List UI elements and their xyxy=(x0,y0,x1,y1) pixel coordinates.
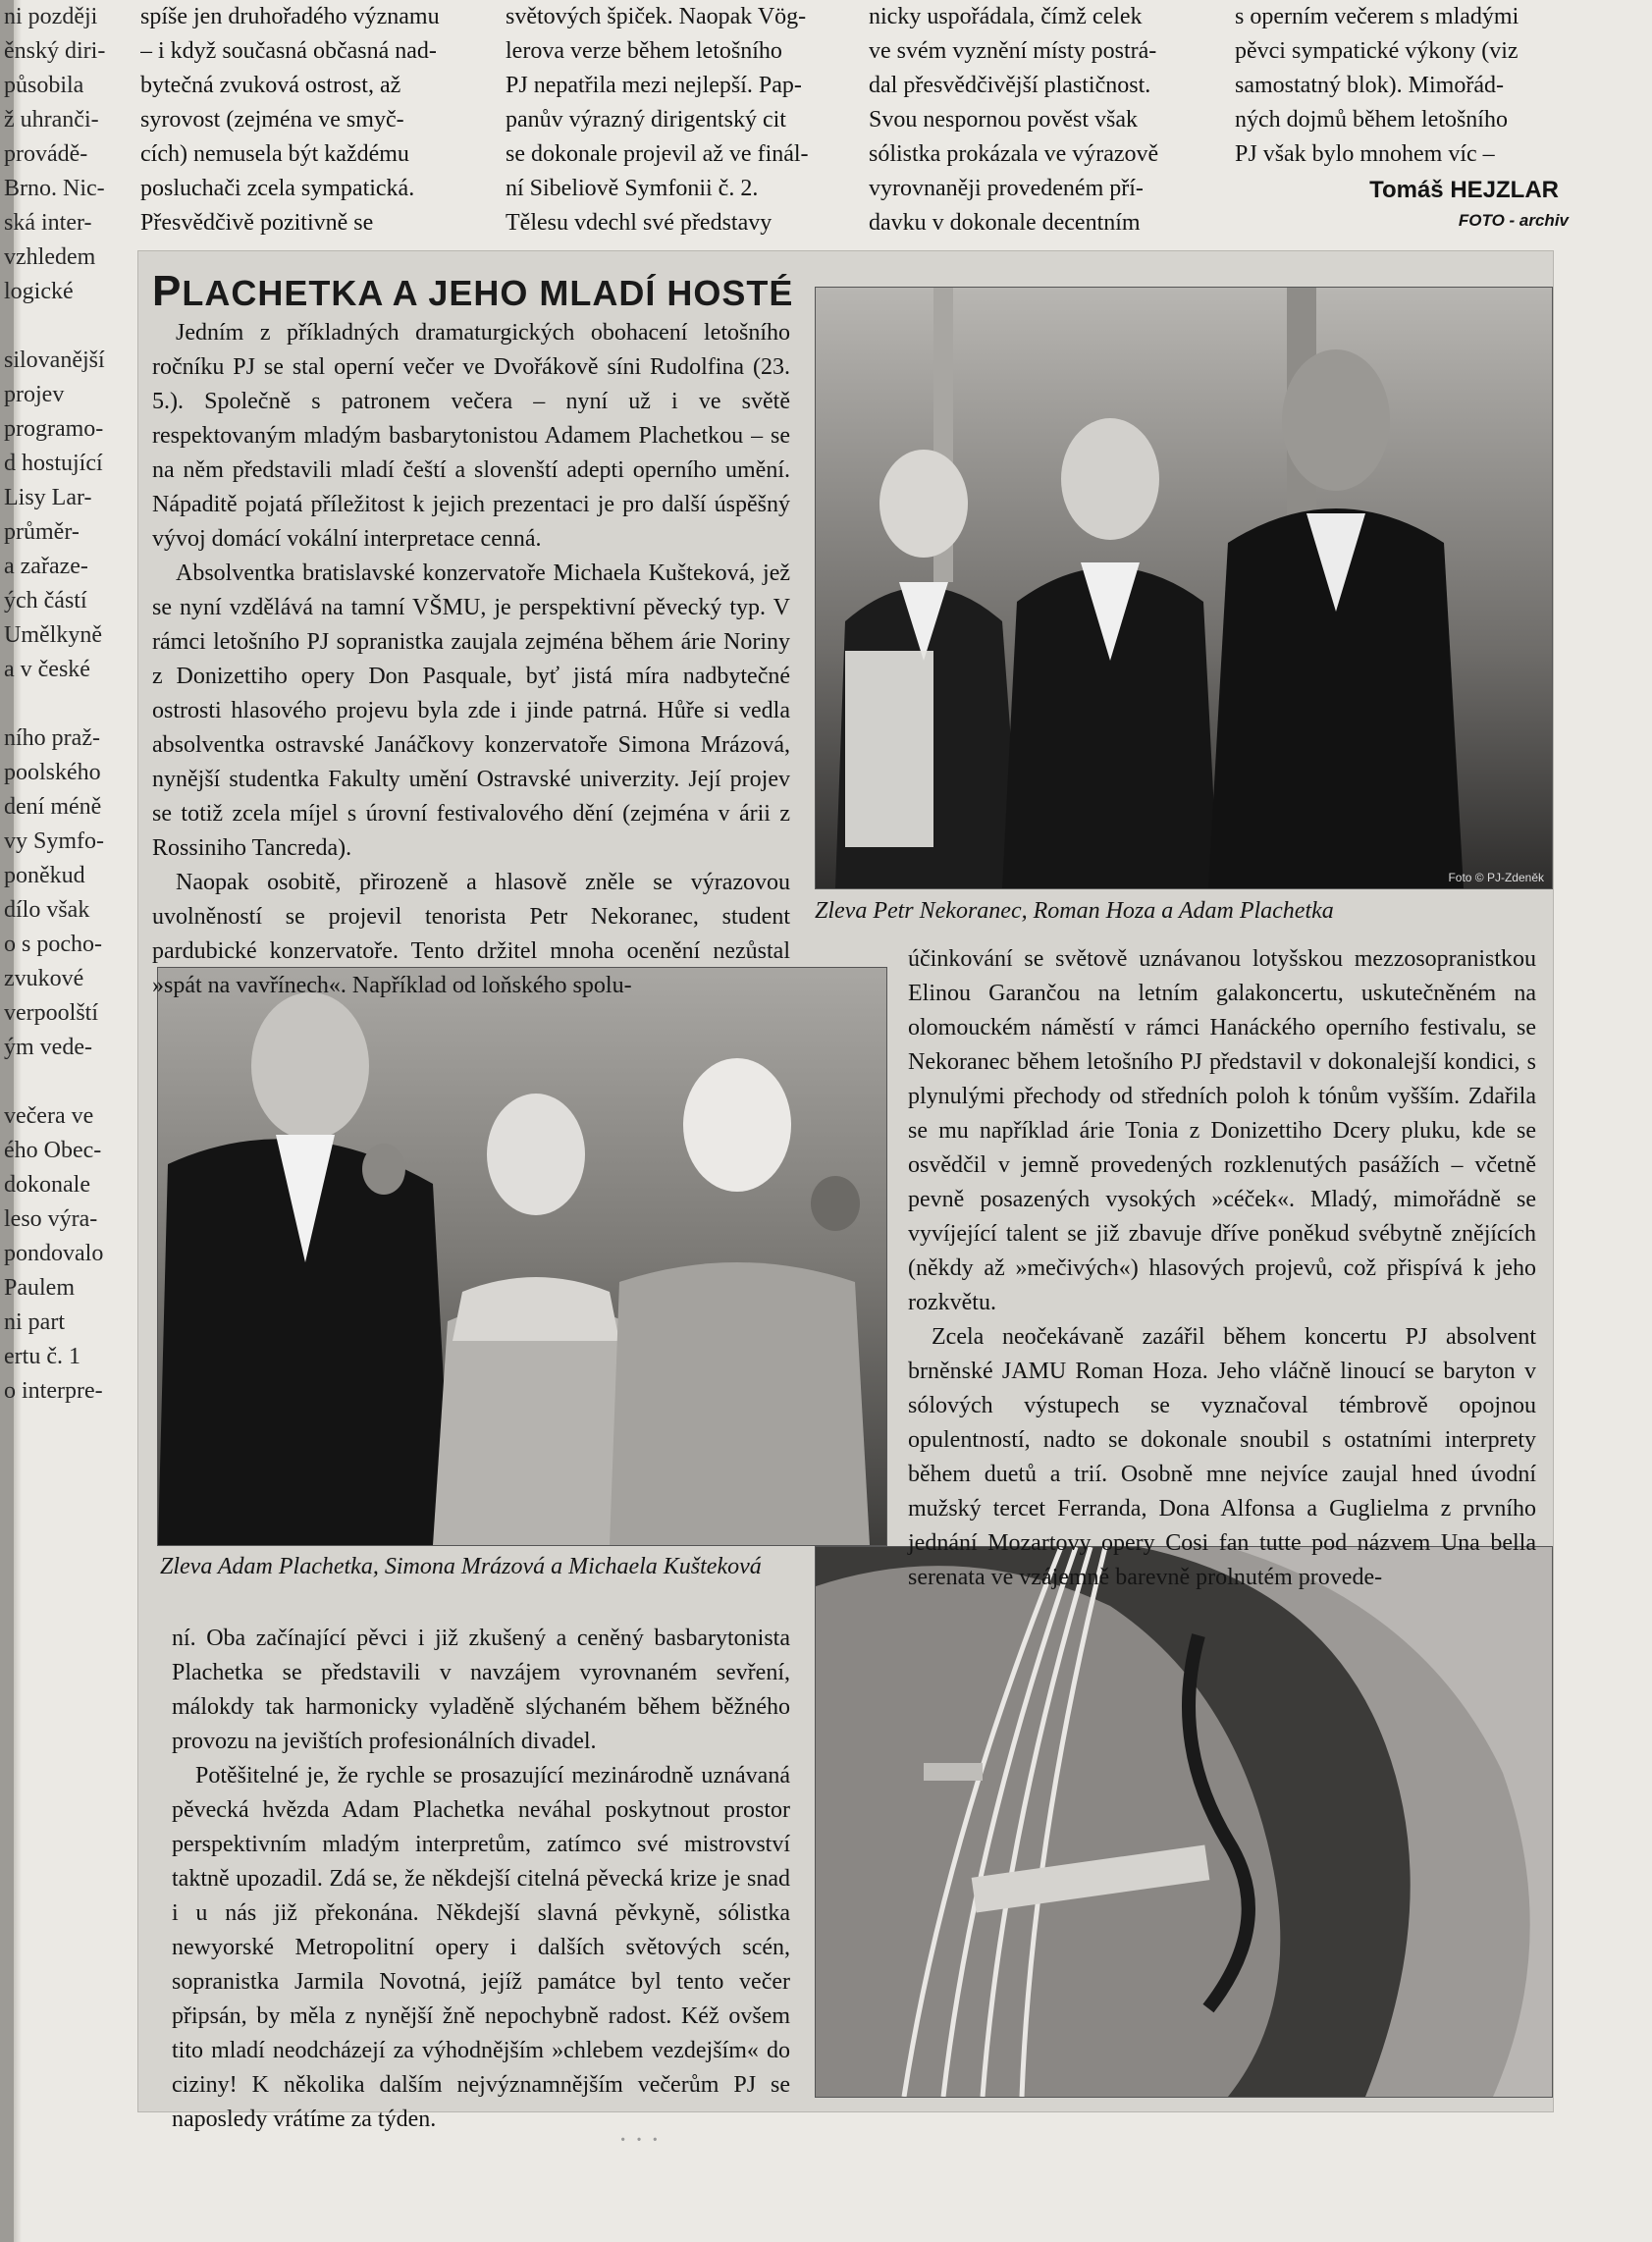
article-column-a xyxy=(152,316,790,1003)
left-column-line: o interpre- xyxy=(4,1378,103,1404)
left-column-line: průměr- xyxy=(4,519,80,545)
article-column-c xyxy=(172,1622,790,2137)
left-column-line: a v české xyxy=(4,657,90,682)
left-column-line: ž uhranči- xyxy=(4,107,99,133)
left-column-line: poněkud xyxy=(4,863,85,888)
left-column-line: d hostující xyxy=(4,451,103,476)
left-column-line: programo- xyxy=(4,416,104,442)
left-column-line: ěnský diri- xyxy=(4,38,106,64)
top-column-line: ní Sibeliově Symfonii č. 2. xyxy=(506,176,759,201)
paragraph-3-continued: účinkování se světově uznávanou lotyšskou mezzosopranistkou Elinou Garančou na letním galakoncertu, uskutečněném na olomouckém náměstí v rámci Hanáckého operního festivalu, se Nekoranec během letošního PJ představil v dokonalejší kondici, s plynulými přechody od středních poloh k tónům vyšším. Zdařila se mu například árie Tonia z Donizettiho Dcery pluku, kde se osvědčil v jemně provedených rozklenutých pasážích – včetně pevně posazených vysokých »céček«. Mladý, mimořádně se vyvíjející talent se již zbavuje dříve poněkud svébytně znějících (někdy až »mečivých«) hlasových projevů, což přispívá k jeho rozkvětu. xyxy=(908,946,1536,1315)
left-column-line: o s pocho- xyxy=(4,932,102,957)
left-column-line: poolského xyxy=(4,760,101,785)
left-column-line: pondovalo xyxy=(4,1241,104,1266)
top-column-line: panův výrazný dirigentský cit xyxy=(506,107,786,133)
left-column-line: a zařaze- xyxy=(4,554,88,579)
left-column-line: působila xyxy=(4,73,84,98)
headline xyxy=(152,267,793,316)
top-column-line: Tělesu vdechl své představy xyxy=(506,210,773,236)
top-column-line: davku v dokonale decentním xyxy=(869,210,1141,236)
paragraph-1: Jedním z příkladných dramaturgických obohacení letošního ročníku PJ se stal operní večer ve Dvořákově síni Rudolfina (23. 5.). Společně s patronem večera – nyní už i ve světě respektovaným mladým basbarytonistou Adamem Plachetkou – se na něm představili mladí čeští a slovenští adepti operního umění. Nápaditě pojatá příležitost k jejich prezentaci je pro další úspěšný vývoj domácí vokální interpretace cenná. xyxy=(152,320,790,552)
left-column-line: ých částí xyxy=(4,588,87,614)
top-column-line: spíše jen druhořadého významu xyxy=(140,4,440,29)
photo-credit-small: Foto © PJ-Zdeněk xyxy=(1448,871,1544,884)
left-column-line: ertu č. 1 xyxy=(4,1344,80,1369)
photo-singer-and-two-women-image xyxy=(158,968,886,1545)
top-column-2 xyxy=(506,0,842,236)
left-column-line: Umělkyně xyxy=(4,622,102,648)
top-column-line: ve svém vyznění místy postrá- xyxy=(869,38,1157,64)
left-column-line: Brno. Nic- xyxy=(4,176,105,201)
photo2-caption: Zleva Adam Plachetka, Simona Mrázová a Michaela Kušteková xyxy=(160,1554,762,1579)
left-column-line xyxy=(0,1409,108,1414)
photo1-caption: Zleva Petr Nekoranec, Roman Hoza a Adam Plachetka xyxy=(815,898,1334,924)
top-column-line: dal přesvědčivější plastičnost. xyxy=(869,73,1151,98)
top-column-line: posluchači zcela sympatická. xyxy=(140,176,415,201)
top-column-line: s operním večerem s mladými xyxy=(1235,4,1519,29)
left-column-line: ni part xyxy=(4,1309,65,1335)
top-column-line: PJ nepatřila mezi nejlepší. Pap- xyxy=(506,73,802,98)
top-column-4 xyxy=(1235,0,1573,177)
left-column-line: vzhledem xyxy=(4,244,96,270)
top-column-1 xyxy=(140,0,477,236)
left-column-line: ního praž- xyxy=(4,725,100,751)
paragraph-2: Absolventka bratislavské konzervatoře Michaela Kušteková, jež se nyní vzdělává na tamní VŠMU, je perspektivní pěvecký typ. V rámci letošního PJ sopranistka zaujala zejména během árie Noriny z Donizettiho opery Don Pasquale, byť jistá míra nadbytečné ostrosti hlasového projevu byla zde i jinde patrná. Hůře si vedla absolventka ostravské Janáčkovy konzervatoře Simona Mrázová, nynější studentka Fakulty umění Ostravské univerzity. Její projev se totiž zcela míjel s úrovní festivalového dění (zejména v árii z Rossiniho Tancreda). xyxy=(152,560,790,861)
paragraph-4: Zcela neočekávaně zazářil během koncertu PJ absolvent brněnské JAMU Roman Hoza. Jeho vláčně linoucí se baryton v sólových výstupech se vyznačoval témbrově opojnou opulentností, nadto se dokonale snoubil s ostatními interprety během duetů a trií. Osobně mne nejvíce zaujal hned úvodní mužský tercet Ferranda, Dona Alfonsa a Guglielma z prvního jednání Mozartovy opery Cosi fan tutte pod názvem Una bella serenata ve vzájemně barevně prolnutém provede- xyxy=(908,1324,1536,1590)
photo-credit: FOTO - archiv xyxy=(1458,211,1569,230)
left-column-line: Paulem xyxy=(4,1275,75,1301)
left-column-line: ého Obec- xyxy=(4,1138,102,1163)
left-column-line xyxy=(0,1065,108,1099)
left-column-line: leso výra- xyxy=(4,1206,98,1232)
left-column-line: dokonale xyxy=(4,1172,90,1198)
left-column-line xyxy=(0,687,108,721)
top-column-line: se dokonale projevil až ve finál- xyxy=(506,141,809,167)
left-column-line: ská inter- xyxy=(4,210,92,236)
top-column-line: bytečná zvuková ostrost, až xyxy=(140,73,401,98)
author-signature: Tomáš HEJZLAR xyxy=(1369,177,1559,203)
left-cut-column xyxy=(0,0,108,1414)
headline-rest: LACHETKA A JEHO MLADÍ HOSTÉ xyxy=(182,273,794,313)
paragraph-4-continued: ní. Oba začínající pěvci i již zkušený a ceněný basbarytonista Plachetka se představili v navzájem vyrovnaném sevření, málokdy tak harmonicky vyladěně slýchaném během běžného provozu na jevištích profesionálních divadel. xyxy=(172,1626,790,1754)
top-column-line: cích) nemusela být každému xyxy=(140,141,409,167)
top-column-line: lerova verze během letošního xyxy=(506,38,782,64)
paragraph-3: Naopak osobitě, přirozeně a hlasově zněle se výrazovou uvolněností se projevil tenorista Petr Nekoranec, student pardubické konzervatoře. Tento držitel mnoha ocenění nezůstal »spát na vavřínech«. Například od loňského spolu- xyxy=(152,870,790,998)
article-column-b xyxy=(908,942,1536,1595)
top-column-3 xyxy=(869,0,1207,236)
top-column-line: syrovost (zejména ve smyč- xyxy=(140,107,404,133)
photo-cello-image xyxy=(816,1547,1552,2097)
left-column-line: zvukové xyxy=(4,966,84,991)
left-column-line: silovanější xyxy=(4,347,105,373)
photo-singer-and-two-women xyxy=(157,967,887,1546)
top-column-line: Svou nespornou pověst však xyxy=(869,107,1138,133)
top-column-line: světových špiček. Naopak Vög- xyxy=(506,4,807,29)
left-column-line: dení méně xyxy=(4,794,102,820)
paragraph-5: Potěšitelné je, že rychle se prosazující mezinárodně uznávaná pěvecká hvězda Adam Plachetka neváhal poskytnout prostor perspektivním mladým interpretům, zatímco své mistrovství taktně upozadil. Zdá se, že někdejší citelná pěvecká krize je snad i u nás již překonána. Někdejší slavná pěvkyně, sólistka newyorské Metropolitní opery i dalších světových scén, sopranistka Jarmila Novotná, jejíž památce byl tento večer připsán, by měla z nynější žně nepochybně radost. Kéž ovšem tito mladí neodcházejí za výhodnějším »chlebem vezdejším« do ciziny! K několika dalším nejvýznamnějším večerům PJ se naposledy vrátíme za týden. xyxy=(172,1763,790,2132)
top-column-line: sólistka prokázala ve výrazově xyxy=(869,141,1159,167)
photo-cello-closeup xyxy=(815,1546,1553,2098)
photo-three-singers-image xyxy=(816,288,1552,888)
top-column-line: PJ však bylo mnohem víc – xyxy=(1235,141,1495,167)
left-column-line: ým vede- xyxy=(4,1035,92,1060)
top-column-line: vyrovnaněji provedeném pří- xyxy=(869,176,1144,201)
left-column-line: verpoolští xyxy=(4,1000,98,1026)
left-column-line: dílo však xyxy=(4,897,90,923)
top-column-line: ných dojmů během letošního xyxy=(1235,107,1508,133)
left-column-line: ni později xyxy=(4,4,98,29)
left-column-line: projev xyxy=(4,382,65,407)
top-column-line: – i když současná občasná nad- xyxy=(140,38,437,64)
left-column-line: večera ve xyxy=(4,1103,94,1129)
top-column-line: Přesvědčivě pozitivně se xyxy=(140,210,374,236)
top-column-line: pěvci sympatické výkony (viz xyxy=(1235,38,1519,64)
left-column-line: logické xyxy=(4,279,74,304)
left-column-line xyxy=(0,309,108,344)
headline-first-letter: P xyxy=(152,267,183,315)
photo-three-singers xyxy=(815,287,1553,889)
left-column-line: provádě- xyxy=(4,141,88,167)
footer-marks: · · · xyxy=(618,2125,660,2156)
top-column-line: samostatný blok). Mimořád- xyxy=(1235,73,1504,98)
left-column-line: Lisy Lar- xyxy=(4,485,92,510)
left-column-line: vy Symfo- xyxy=(4,828,104,854)
top-column-line: nicky uspořádala, čímž celek xyxy=(869,4,1143,29)
